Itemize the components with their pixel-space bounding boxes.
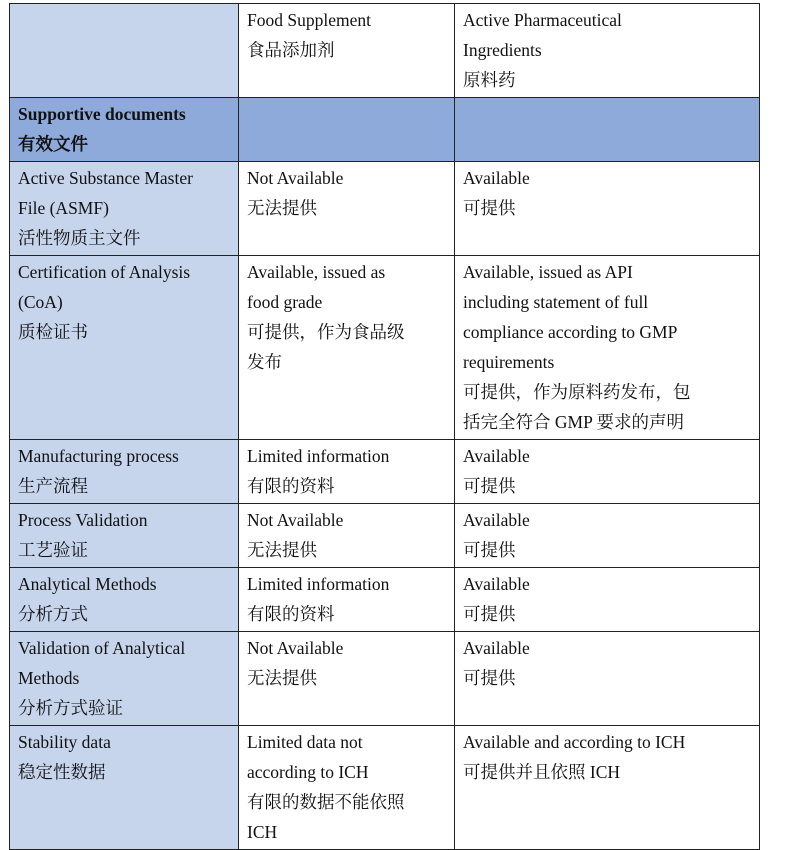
food-value-cn: 有限的资料 (247, 476, 335, 496)
row-label-cell (10, 568, 239, 632)
food-supplement-cell (239, 440, 455, 504)
header-corner-cell (10, 4, 239, 98)
section-label-cn: 有效文件 (18, 134, 88, 154)
row-label-cn: 分析方式 (18, 604, 88, 624)
food-value-en: Limited information (247, 446, 390, 466)
api-value-en: Available (463, 574, 530, 594)
api-value-en: Available, issued as API including statement of full compliance according to GMP requirements (463, 262, 678, 372)
api-cell (455, 440, 760, 504)
header-api-cn: 原料药 (463, 70, 516, 90)
row-label-cn: 分析方式验证 (18, 698, 123, 718)
section-empty-cell (239, 98, 455, 162)
table-row (10, 162, 760, 256)
row-label-cell (10, 256, 239, 440)
table-row (10, 726, 760, 850)
section-row (10, 98, 760, 162)
food-supplement-cell (239, 162, 455, 256)
api-value-cn: 可提供，作为原料药发布，包 括完全符合 GMP 要求的声明 (463, 382, 691, 432)
api-value-cn: 可提供并且依照 ICH (463, 762, 621, 782)
row-label-cn: 活性物质主文件 (18, 228, 141, 248)
api-cell (455, 162, 760, 256)
row-label-cn: 生产流程 (18, 476, 88, 496)
food-value-cn: 无法提供 (247, 198, 317, 218)
header-food-en: Food Supplement (247, 10, 371, 30)
section-empty-cell (455, 98, 760, 162)
table-row (10, 632, 760, 726)
header-food-supplement (239, 4, 455, 98)
row-label-cell (10, 440, 239, 504)
table-row (10, 568, 760, 632)
row-label-en: Process Validation (18, 510, 148, 530)
row-label-cell (10, 504, 239, 568)
food-value-en: Limited data not according to ICH (247, 732, 369, 782)
api-value-cn: 可提供 (463, 476, 516, 496)
food-value-cn: 有限的资料 (247, 604, 335, 624)
row-label-en: Stability data (18, 732, 111, 752)
header-api (455, 4, 760, 98)
row-label-cn: 工艺验证 (18, 540, 88, 560)
food-supplement-cell (239, 568, 455, 632)
header-api-en: Active Pharmaceutical Ingredients (463, 10, 622, 60)
api-value-cn: 可提供 (463, 198, 516, 218)
row-label-en: Validation of Analytical Methods (18, 638, 186, 688)
header-row (10, 4, 760, 98)
row-label-en: Analytical Methods (18, 574, 157, 594)
row-label-cell (10, 632, 239, 726)
food-supplement-cell (239, 256, 455, 440)
api-cell (455, 726, 760, 850)
row-label-cell (10, 726, 239, 850)
api-value-en: Available (463, 446, 530, 466)
food-value-en: Available, issued as food grade (247, 262, 386, 312)
food-supplement-cell (239, 632, 455, 726)
row-label-cn: 质检证书 (18, 322, 88, 342)
api-value-en: Available and according to ICH (463, 732, 686, 752)
api-value-cn: 可提供 (463, 540, 516, 560)
row-label-cn: 稳定性数据 (18, 762, 106, 782)
api-value-en: Available (463, 510, 530, 530)
food-value-en: Limited information (247, 574, 390, 594)
food-value-cn: 无法提供 (247, 540, 317, 560)
api-value-en: Available (463, 638, 530, 658)
section-label-en: Supportive documents (18, 104, 186, 124)
table-row (10, 504, 760, 568)
table-row (10, 256, 760, 440)
food-value-en: Not Available (247, 510, 344, 530)
api-cell (455, 632, 760, 726)
row-label-en: Active Substance Master File (ASMF) (18, 168, 193, 218)
food-value-en: Not Available (247, 168, 344, 188)
row-label-en: Manufacturing process (18, 446, 179, 466)
food-supplement-cell (239, 504, 455, 568)
food-value-cn: 可提供，作为食品级 发布 (247, 322, 405, 372)
row-label-cell (10, 162, 239, 256)
section-label-cell (10, 98, 239, 162)
table-row (10, 440, 760, 504)
row-label-en: Certification of Analysis (CoA) (18, 262, 191, 312)
api-cell (455, 568, 760, 632)
api-value-en: Available (463, 168, 530, 188)
food-value-en: Not Available (247, 638, 344, 658)
api-value-cn: 可提供 (463, 604, 516, 624)
api-value-cn: 可提供 (463, 668, 516, 688)
food-value-cn: 有限的数据不能依照 ICH (247, 792, 405, 842)
api-cell (455, 504, 760, 568)
api-cell (455, 256, 760, 440)
comparison-table (9, 3, 760, 850)
food-value-cn: 无法提供 (247, 668, 317, 688)
food-supplement-cell (239, 726, 455, 850)
header-food-cn: 食品添加剂 (247, 40, 335, 60)
